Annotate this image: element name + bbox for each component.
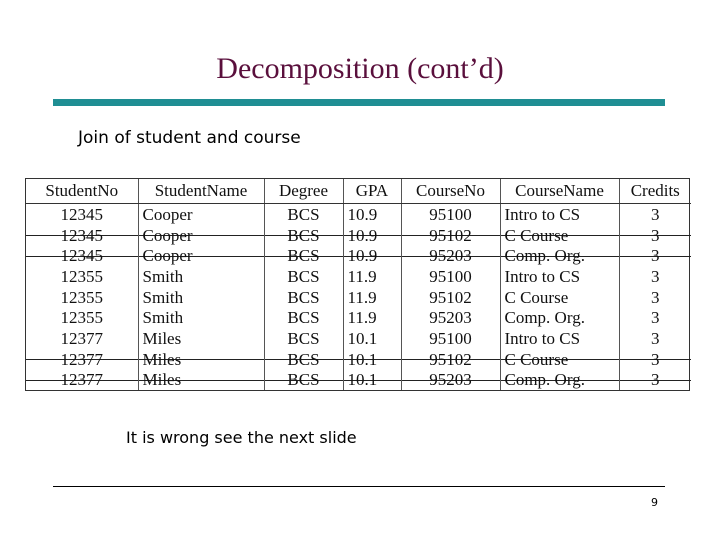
slide-note: It is wrong see the next slide — [126, 428, 357, 447]
cell-gpa: 11.9 — [343, 266, 401, 287]
cell-courseno: 95102 — [401, 225, 500, 246]
cell-coursename: C Course — [500, 349, 619, 370]
table-row — [26, 349, 691, 370]
slide-subtitle: Join of student and course — [78, 128, 301, 148]
cell-studentname: Cooper — [138, 245, 264, 266]
cell-studentname: Cooper — [138, 204, 264, 225]
cell-coursename: C Course — [500, 287, 619, 308]
cell-gpa: 10.9 — [343, 204, 401, 225]
column-header-credits: Credits — [619, 179, 691, 204]
cell-courseno: 95100 — [401, 328, 500, 349]
cell-studentno: 12355 — [26, 307, 138, 328]
cell-degree: BCS — [264, 225, 343, 246]
cell-studentno: 12355 — [26, 266, 138, 287]
cell-gpa: 10.1 — [343, 370, 401, 391]
cell-studentname: Cooper — [138, 225, 264, 246]
table-row — [26, 204, 691, 225]
table-row — [26, 370, 691, 391]
cell-gpa: 10.9 — [343, 245, 401, 266]
cell-credits: 3 — [651, 308, 660, 328]
cell-studentno: 12377 — [26, 349, 138, 370]
cell-coursename: Intro to CS — [500, 328, 619, 349]
cell-credits: 3 — [619, 245, 691, 266]
table-body — [26, 204, 691, 391]
cell-gpa: 11.9 — [343, 287, 401, 308]
join-table — [26, 179, 691, 390]
cell-studentname: Miles — [138, 349, 264, 370]
cell-courseno: 95100 — [401, 266, 500, 287]
cell-coursename: C Course — [500, 225, 619, 246]
column-header-coursename: CourseName — [500, 179, 619, 204]
cell-degree: BCS — [264, 328, 343, 349]
cell-credits: 3 — [651, 287, 660, 307]
cell-degree: BCS — [264, 370, 343, 391]
page-number: 9 — [651, 496, 658, 509]
cell-credits: 3 — [651, 328, 660, 348]
cell-studentno: 12345 — [26, 245, 138, 266]
cell-studentname: Smith — [138, 287, 264, 308]
cell-studentno: 12377 — [26, 328, 138, 349]
cell-studentno: 12345 — [26, 204, 138, 225]
footer-rule — [53, 486, 665, 487]
cell-studentno: 12355 — [26, 287, 138, 308]
column-header-gpa: GPA — [343, 179, 401, 204]
cell-courseno: 95203 — [401, 307, 500, 328]
cell-degree: BCS — [264, 307, 343, 328]
cell-gpa: 11.9 — [343, 307, 401, 328]
column-header-studentno: StudentNo — [26, 179, 138, 204]
cell-coursename: Comp. Org. — [500, 245, 619, 266]
cell-degree: BCS — [264, 204, 343, 225]
cell-studentno: 12345 — [26, 225, 138, 246]
cell-credits: 3 — [619, 349, 691, 370]
table-row — [26, 287, 691, 308]
cell-credits: 3 — [619, 225, 691, 246]
cell-studentname: Smith — [138, 266, 264, 287]
table-row — [26, 266, 691, 287]
cell-credits: 3 — [651, 204, 660, 224]
cell-gpa: 10.1 — [343, 349, 401, 370]
table-row — [26, 328, 691, 349]
cell-coursename: Comp. Org. — [500, 307, 619, 328]
join-table-container — [25, 178, 690, 391]
title-underline-rule — [53, 99, 665, 106]
table-row — [26, 307, 691, 328]
cell-degree: BCS — [264, 287, 343, 308]
cell-gpa: 10.1 — [343, 328, 401, 349]
cell-coursename: Intro to CS — [500, 204, 619, 225]
cell-coursename: Intro to CS — [500, 266, 619, 287]
cell-studentname: Miles — [138, 370, 264, 391]
cell-degree: BCS — [264, 245, 343, 266]
slide-title: Decomposition (cont’d) — [216, 52, 504, 85]
cell-credits: 3 — [651, 266, 660, 286]
cell-courseno: 95203 — [401, 370, 500, 391]
cell-studentname: Miles — [138, 328, 264, 349]
cell-studentname: Smith — [138, 307, 264, 328]
cell-studentno: 12377 — [26, 370, 138, 391]
cell-gpa: 10.9 — [343, 225, 401, 246]
cell-courseno: 95102 — [401, 349, 500, 370]
cell-courseno: 95203 — [401, 245, 500, 266]
table-row — [26, 245, 691, 266]
cell-coursename: Comp. Org. — [500, 370, 619, 391]
cell-degree: BCS — [264, 266, 343, 287]
cell-degree: BCS — [264, 349, 343, 370]
cell-credits: 3 — [619, 370, 691, 391]
table-row — [26, 225, 691, 246]
column-header-courseno: CourseNo — [401, 179, 500, 204]
cell-courseno: 95100 — [401, 204, 500, 225]
cell-courseno: 95102 — [401, 287, 500, 308]
column-header-studentname: StudentName — [138, 179, 264, 204]
column-header-degree: Degree — [264, 179, 343, 204]
table-header-row — [26, 179, 691, 204]
